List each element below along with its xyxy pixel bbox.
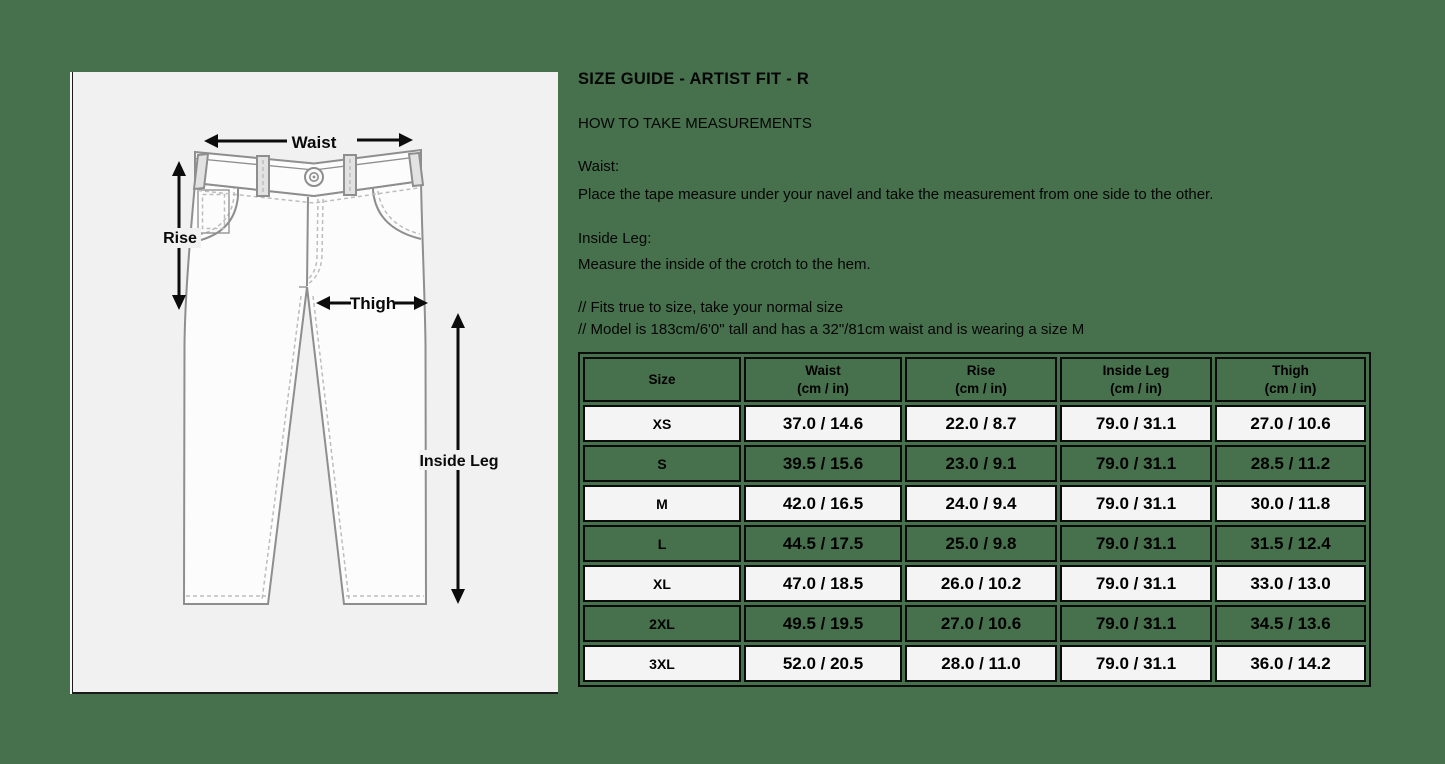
inside-leg-value: 79.0 / 31.1	[1060, 605, 1212, 642]
waist-value: 42.0 / 16.5	[744, 485, 902, 522]
thigh-value: 28.5 / 11.2	[1215, 445, 1366, 482]
size-value: XL	[583, 565, 741, 602]
measurement-diagram-panel	[72, 72, 558, 694]
rise-value: 27.0 / 10.6	[905, 605, 1057, 642]
waist-arrowhead-left	[204, 134, 218, 148]
inside-leg-value: 79.0 / 31.1	[1060, 645, 1212, 682]
table-row-xs	[583, 405, 1366, 442]
size-value: S	[583, 445, 741, 482]
table-row-m	[583, 485, 1366, 522]
waist-label: Waist	[291, 133, 337, 152]
model-note: // Model is 183cm/6'0" tall and has a 32"/81cm waist and is wearing a size M	[578, 321, 1085, 338]
table-header-row	[583, 357, 1366, 402]
inside-leg-arrowhead-down	[451, 589, 465, 604]
rise-arrowhead-down	[172, 295, 186, 310]
jeans-button	[305, 168, 323, 186]
thigh-label: Thigh	[349, 294, 397, 313]
rise-value: 28.0 / 11.0	[905, 645, 1057, 682]
size-table	[578, 352, 1371, 687]
thigh-value: 27.0 / 10.6	[1215, 405, 1366, 442]
rise-value: 26.0 / 10.2	[905, 565, 1057, 602]
thigh-value: 33.0 / 13.0	[1215, 565, 1366, 602]
inside-leg-arrowhead-up	[451, 313, 465, 328]
thigh-value: 34.5 / 13.6	[1215, 605, 1366, 642]
inside-leg-value: 79.0 / 31.1	[1060, 525, 1212, 562]
section-heading: HOW TO TAKE MEASUREMENTS	[578, 115, 812, 132]
table-row-3xl	[583, 645, 1366, 682]
fly-seam	[307, 197, 308, 286]
rise-value: 24.0 / 9.4	[905, 485, 1057, 522]
size-value: M	[583, 485, 741, 522]
waist-value: 52.0 / 20.5	[744, 645, 902, 682]
inside-leg-value: 79.0 / 31.1	[1060, 565, 1212, 602]
waist-value: 44.5 / 17.5	[744, 525, 902, 562]
waist-arrowhead-right	[399, 133, 413, 147]
table-row-xl	[583, 565, 1366, 602]
waist-value: 37.0 / 14.6	[744, 405, 902, 442]
table-row-s	[583, 445, 1366, 482]
page-title: SIZE GUIDE - ARTIST FIT - R	[578, 70, 810, 88]
waist-value: 39.5 / 15.6	[744, 445, 902, 482]
inside-leg-instruction-text: Measure the inside of the crotch to the hem.	[578, 256, 871, 273]
fit-note: // Fits true to size, take your normal size	[578, 299, 844, 316]
size-value: 3XL	[583, 645, 741, 682]
thigh-value: 31.5 / 12.4	[1215, 525, 1366, 562]
table-row-2xl	[583, 605, 1366, 642]
size-value: XS	[583, 405, 741, 442]
inside-leg-value: 79.0 / 31.1	[1060, 405, 1212, 442]
pants-body	[184, 181, 426, 604]
inside-leg-value: 79.0 / 31.1	[1060, 485, 1212, 522]
size-value: 2XL	[583, 605, 741, 642]
size-value: L	[583, 525, 741, 562]
pants-measurement-diagram	[73, 72, 558, 692]
waist-instruction-label: Waist:	[578, 158, 620, 175]
inside-leg-label: Inside Leg	[419, 453, 499, 470]
column-header-waist: Waist (cm / in)	[744, 357, 902, 402]
thigh-value: 30.0 / 11.8	[1215, 485, 1366, 522]
column-header-inside-leg: Inside Leg (cm / in)	[1060, 357, 1212, 402]
thigh-value: 36.0 / 14.2	[1215, 645, 1366, 682]
inside-leg-value: 79.0 / 31.1	[1060, 445, 1212, 482]
rise-label: Rise	[163, 230, 197, 247]
rise-value: 23.0 / 9.1	[905, 445, 1057, 482]
column-header-thigh: Thigh (cm / in)	[1215, 357, 1366, 402]
column-header-rise: Rise (cm / in)	[905, 357, 1057, 402]
waist-value: 49.5 / 19.5	[744, 605, 902, 642]
size-table-header	[583, 357, 1366, 402]
table-row-l	[583, 525, 1366, 562]
waist-value: 47.0 / 18.5	[744, 565, 902, 602]
rise-value: 22.0 / 8.7	[905, 405, 1057, 442]
inside-leg-instruction-label: Inside Leg:	[578, 230, 652, 247]
rise-arrowhead-up	[172, 161, 186, 176]
rise-value: 25.0 / 9.8	[905, 525, 1057, 562]
waist-instruction-text: Place the tape measure under your navel and take the measurement from one side to the other.	[578, 186, 1214, 203]
column-header-size: Size	[583, 357, 741, 402]
